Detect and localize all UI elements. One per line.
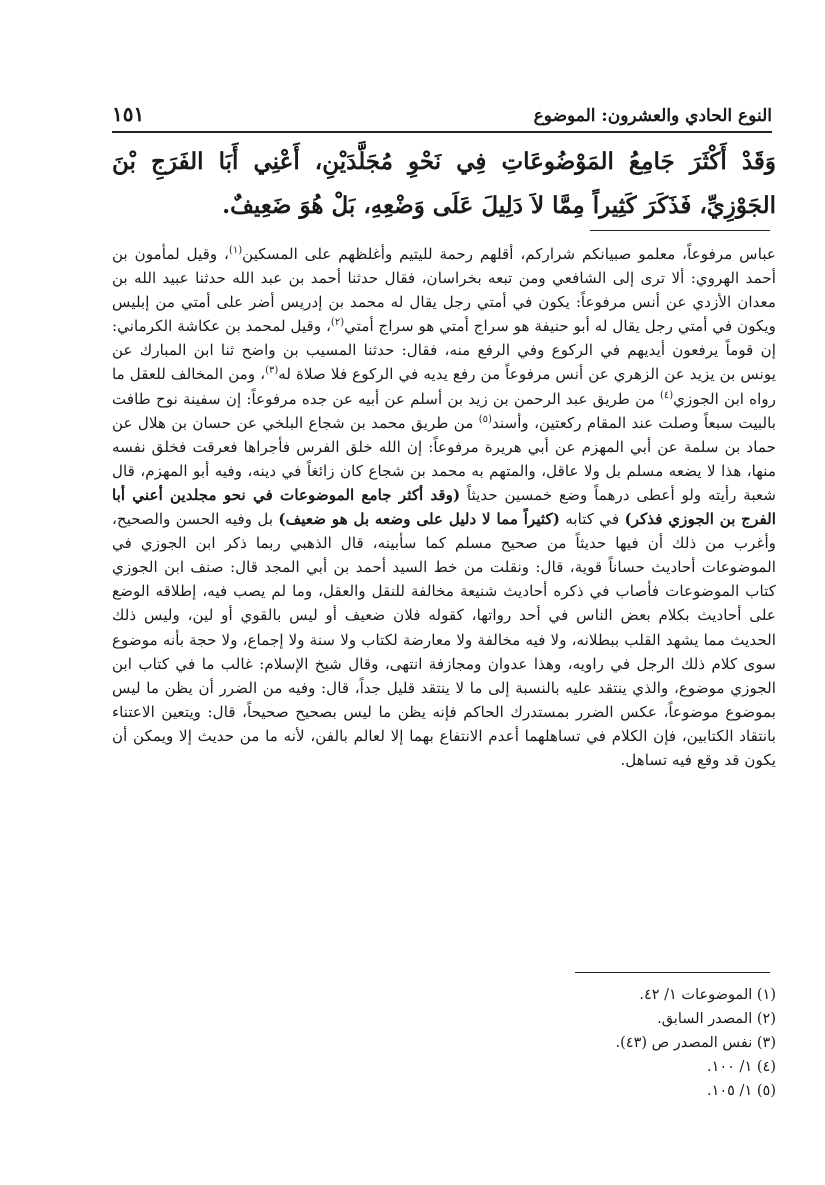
footnote: (٤) ١/ ١٠٠. [706, 1059, 776, 1075]
footnotes [112, 983, 776, 1103]
commentary-segment: عباس مرفوعاً، معلمو صبيانكم شراركم، أقلهم رحمة لليتيم وأغلظهم على المسكين [242, 245, 776, 263]
quoted-matn: (كثيراً مما لا دليل على وضعه بل هو ضعيف) [278, 510, 560, 529]
footnote-divider [575, 972, 770, 973]
commentary-segment: من طريق محمد بن شجاع البلخي عن حسان بن هلال عن حماد بن سلمة عن أبي المهزم عن أبي هريرة مرفوعاً: إن الله خلق الفرس فأجراها فعرقت فخلق نفسه منها، هذا لا يضعه مسلم بل ولا عاقل، والمتهم به محمد بن شجاع كان زائغاً في دينه، وفيه أبو المهزم، قال شعبة رأيته ولو أعطى درهماً وضع خمسين حديثاً [112, 413, 776, 504]
commentary [112, 242, 776, 772]
commentary-segment: بل وفيه الحسن والصحيح، وأغرب من ذلك أن فيها حديثاً من صحيح مسلم كما سأبينه، قال الذهبي ربما ذكر ابن الجوزي في الموضوعات أحاديث حساناً قوية، قال: ونقلت من خط السيد أحمد بن أبي المجد قال: صنف ابن الجوزي كتاب الموضوعات فأصاب في ذكره أحاديث شنيعة مخالفة للنقل والعقل، وما لم يصب فيه، إطلاقه الوضع على أحاديث بكلام بعض الناس في أحد رواتها، كقوله فلان ضعيف أو ليس بالقوي أو لين، وليس ذلك الحديث مما يشهد القلب ببطلانه، ولا فيه مخالفة ولا معارضة لكتاب ولا سنة ولا إجماع، ولا حجة بأنه موضوع سوى كلام ذلك الرجل في راويه، وهذا عدوان ومجازفة انتهى، وقال شيخ الإسلام: غالب ما في كتاب ابن الجوزي موضوع، والذي ينتقد عليه بالنسبة إلى ما لا ينتقد قليل جداً، قال: وفيه من الضرر أن يظن ما ليس بموضوع موضوعاً، عكس الضرر بمستدرك الحاكم فإنه يظن ما ليس بصحيح صحيحاً، قال: ويتعين الاعتناء بانتقاد الكتابين، فإن الكلام في تساهلهما أعدم الانتفاع بهما إلا لعالم بالفن، لأنه ما من حديث إلا ويمكن أن يكون قد وقع فيه تساهل. [112, 510, 776, 769]
commentary-segment: ، وقيل لمحمد بن عكاشة الكرماني: إن قوماً يرفعون أيديهم في الركوع وفي الرفع منه، فقال: حدثنا المسيب بن واضح ثنا ابن المبارك عن يونس بن يزيد عن الزهري عن أنس مرفوعاً من رفع يديه في الركوع فلا صلاة له [112, 317, 776, 384]
footnote: (٢) المصدر السابق. [657, 1011, 776, 1027]
running-title: النوع الحادي والعشرون: الموضوع [533, 106, 772, 126]
footnote: (٣) نفس المصدر ص (٤٣). [615, 1035, 776, 1051]
footnote-ref: (٥) [478, 413, 492, 425]
footnote-ref: (٤) [659, 389, 674, 401]
footnote: (٥) ١/ ١٠٥. [706, 1083, 776, 1099]
text-divider [590, 230, 770, 231]
commentary-segment: من طريق عبد الرحمن بن زيد بن أسلم عن أبيه عن جده مرفوعاً: إن سفينة نوح طافت بالبيت سبعاً وصلت عند المقام ركعتين، وأسند [112, 389, 776, 432]
header-rule [112, 131, 772, 133]
footnote: (١) الموضوعات ١/ ٤٢. [639, 987, 776, 1003]
footnote-ref: (٣) [265, 365, 279, 377]
page-header [112, 100, 772, 126]
footnote-ref: (٢) [330, 317, 345, 329]
commentary-segment: ، وقيل لمأمون بن أحمد الهروي: ألا ترى إلى الشافعي ومن تبعه بخراسان، فقال حدثنا أحمد بن عبد الله حدثنا عبيد الله بن معدان الأزدي عن أنس مرفوعاً: يكون في أمتي رجل يقال له محمد بن إدريس أضر على أمتي من إبليس ويكون في أمتي رجل يقال له أبو حنيفة هو سراج أمتي هو سراج أمتي [112, 245, 776, 336]
footnote-ref: (١) [228, 244, 243, 256]
commentary-segment: ، ومن المخالف للعقل ما رواه ابن الجوزي [112, 365, 776, 408]
commentary-segment: في كتابه [559, 510, 625, 529]
page-number: ١٥١ [112, 102, 145, 126]
main-text: وَقَدْ أَكْثَرَ جَامِعُ المَوْضُوعَاتِ فِي نَحْوِ مُجَلَّدَيْنِ، أَعْنِي أَبَا الفَرَجِ بْنَ الجَوْزِيِّ، فَذَكَرَ كَثِيراً مِمَّا لاَ دَلِيلَ عَلَى وَضْعِهِ، بَلْ هُوَ ضَعِيفٌ. [112, 148, 776, 219]
quoted-matn: (وقد أكثر جامع الموضوعات في نحو مجلدين أعني أبا الفرج بن الجوزي فذكر) [112, 485, 776, 529]
